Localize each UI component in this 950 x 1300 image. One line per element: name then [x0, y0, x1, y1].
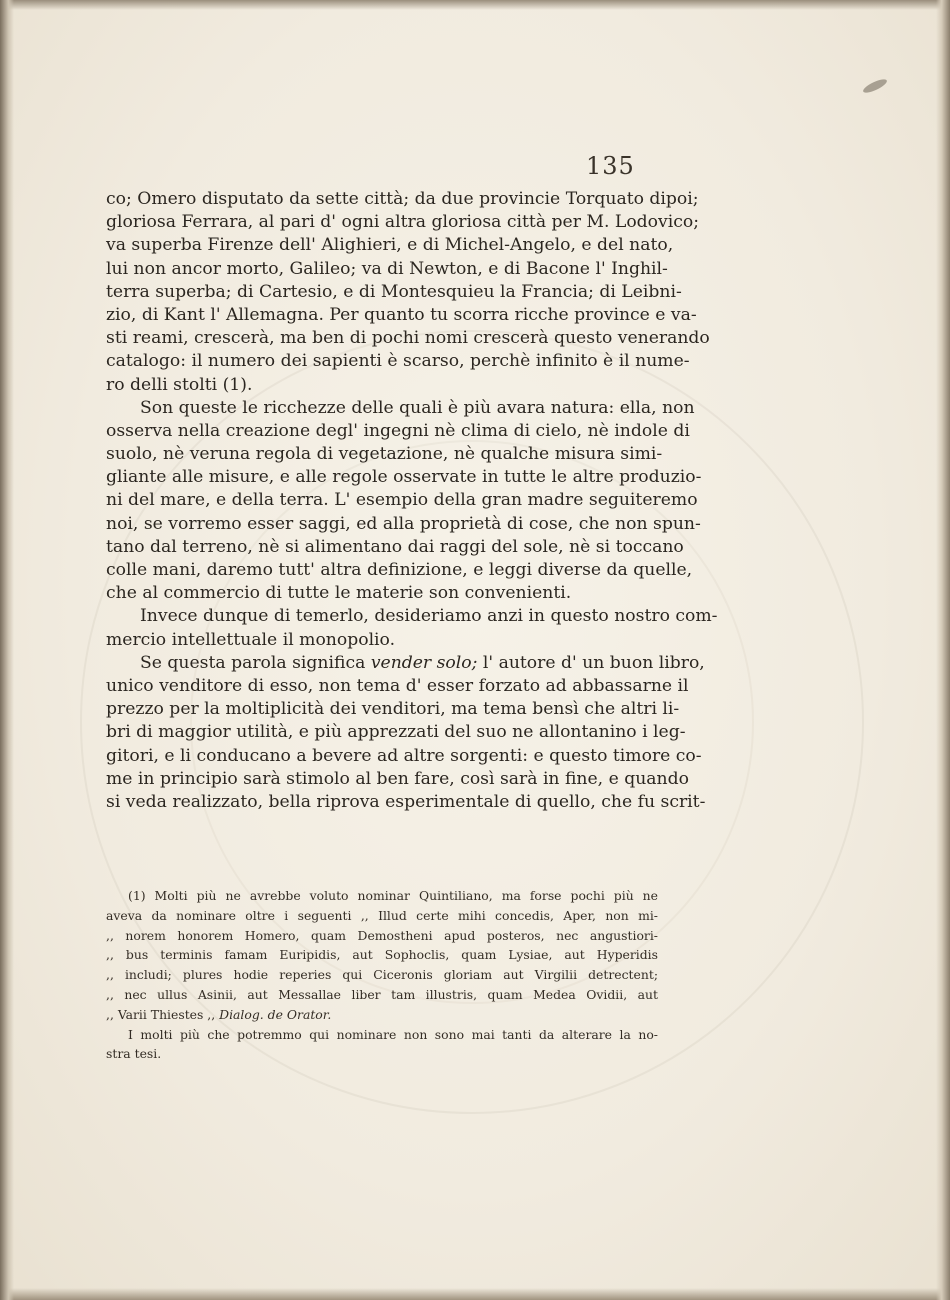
italic-phrase: vender solo; — [370, 652, 478, 673]
text-line: va superba Firenze dell' Alighieri, e di Michel-Angelo, e del nato, — [106, 235, 674, 256]
footnote-line: (1) Molti più ne avrebbe voluto nominar Quintiliano, ma forse pochi più ne — [128, 888, 658, 903]
text-line: lui non ancor morto, Galileo; va di Newton, e di Bacone l' Inghil- — [106, 258, 668, 279]
italic-citation: Dialog. de Orator. — [219, 1006, 332, 1022]
text-line: gloriosa Ferrara, al pari d' ogni altra gloriosa città per M. Lodovico; — [106, 212, 699, 233]
text-line: si veda realizzato, bella riprova esperimentale di quello, che fu scrit- — [106, 791, 706, 812]
text-line: zio, di Kant l' Allemagna. Per quanto tu scorra ricche province e va- — [106, 304, 697, 325]
footnote-line: ,, includi; plures hodie reperies qui Ciceronis gloriam aut Virgilii detrectent; — [106, 967, 658, 983]
text-segment: l' autore d' un buon libro, — [482, 652, 705, 673]
footnote-line: ,, norem honorem Homero, quam Demostheni apud posteros, nec angustiori- — [106, 927, 658, 943]
page-edge-left — [0, 0, 14, 1300]
text-line: gitori, e li conducano a bevere ad altre sorgenti: e questo timore co- — [106, 745, 702, 766]
text-line: colle mani, daremo tutt' altra definizione, e leggi diverse da quelle, — [106, 560, 693, 580]
text-segment: Se questa parola significa — [140, 652, 366, 673]
text-line: bri di maggior utilità, e più apprezzati del suo ne allontanino i leg- — [106, 722, 686, 743]
page-edge-top — [0, 0, 950, 10]
footnote-line: aveva da nominare oltre i seguenti ,, Illud certe mihi concedis, Aper, non mi- — [106, 907, 658, 923]
text-line: osserva nella creazione degl' ingegni nè clima di cielo, nè indole di — [106, 420, 690, 441]
text-segment: ,, Varii Thiestes ,, — [106, 1006, 216, 1022]
text-line: Invece dunque di temerlo, desideriamo anzi in questo nostro com- — [140, 606, 718, 627]
text-line: me in principio sarà stimolo al ben fare, così sarà in fine, e quando — [106, 768, 689, 789]
text-line: tano dal terreno, nè si alimentano dai raggi del sole, nè si toccano — [106, 536, 684, 557]
text-line: ni del mare, e della terra. L' esempio della gran madre seguiteremo — [106, 490, 698, 511]
footnote-line: ,, nec ullus Asinii, aut Messallae liber tam illustris, quam Medea Ovidii, aut — [106, 986, 658, 1002]
footnote-line: stra tesi. — [106, 1046, 162, 1062]
text-line: che al commercio di tutte le materie son convenienti. — [106, 583, 572, 604]
text-line: Son queste le ricchezze delle quali è più avara natura: ella, non — [140, 397, 695, 418]
footnote-line: ,, bus terminis famam Euripidis, aut Sophoclis, quam Lysiae, aut Hyperidis — [106, 947, 658, 963]
text-line: gliante alle misure, e alle regole osservate in tutte le altre produzio- — [106, 467, 702, 488]
text-line: ro delli stolti (1). — [106, 374, 253, 395]
footnotes — [106, 886, 658, 1064]
page-edge-right — [936, 0, 950, 1300]
page-edge-bottom — [0, 1288, 950, 1300]
ink-smudge — [862, 77, 889, 95]
text-line: unico venditore di esso, non tema d' esser forzato ad abbassarne il — [106, 675, 689, 696]
text-line: catalogo: il numero dei sapienti è scarso, perchè infinito è il nume- — [106, 351, 690, 372]
text-line: prezzo per la moltiplicità dei venditori, ma tema bensì che altri li- — [106, 699, 680, 720]
text-line: sti reami, crescerà, ma ben di pochi nomi crescerà questo venerando — [106, 328, 710, 349]
text-line: mercio intellettuale il monopolio. — [106, 629, 396, 650]
body-text — [106, 188, 718, 814]
text-line: terra superba; di Cartesio, e di Montesquieu la Francia; di Leibni- — [106, 281, 682, 302]
text-line: co; Omero disputato da sette città; da due provincie Torquato dipoi; — [106, 189, 699, 209]
text-line: suolo, nè veruna regola di vegetazione, nè qualche misura simi- — [106, 444, 663, 465]
text-line-with-italic — [106, 652, 705, 675]
footnote-line: I molti più che potremmo qui nominare non sono mai tanti da alterare la no- — [128, 1026, 658, 1042]
text-line: noi, se vorremo esser saggi, ed alla proprietà di cose, che non spun- — [106, 513, 701, 534]
page-number: 135 — [586, 152, 635, 180]
footnote-line-with-italic — [106, 1005, 658, 1025]
